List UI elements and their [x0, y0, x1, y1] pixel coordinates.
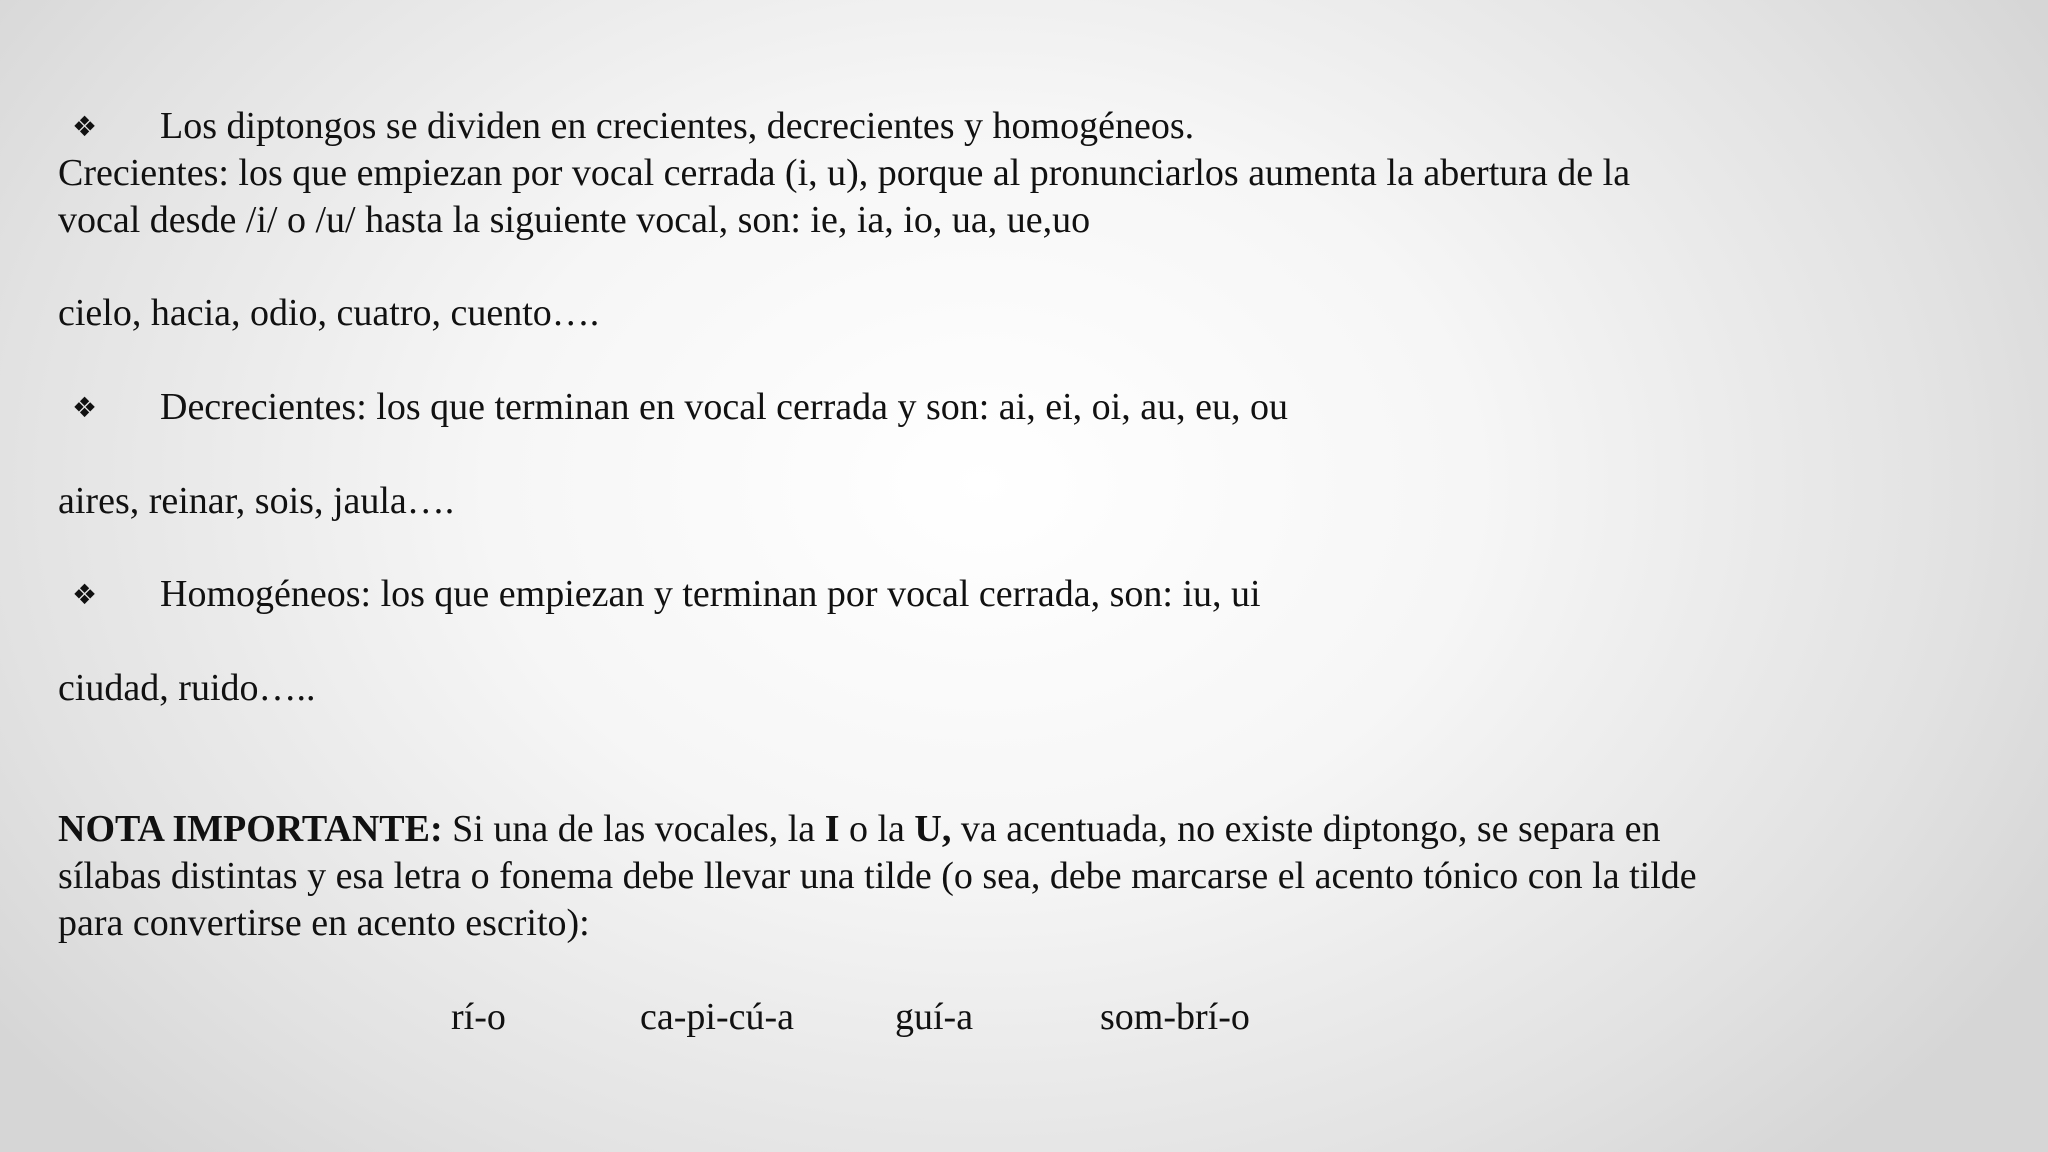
- bullet-intro: [72, 103, 1194, 150]
- bullet-decrecientes: [72, 384, 1288, 431]
- crecientes-line-2: vocal desde /i/ o /u/ hasta la siguiente vocal, son: ie, ia, io, ua, ue,uo: [58, 199, 1091, 241]
- decrecientes-examples: aires, reinar, sois, jaula….: [58, 480, 455, 522]
- diamond-bullet-icon: ❖: [72, 110, 98, 143]
- syllable-example: guí-a: [895, 996, 974, 1038]
- syllable-example: ca-pi-cú-a: [640, 996, 794, 1038]
- bullet-intro-text: Los diptongos se dividen en crecientes, decrecientes y homogéneos.: [160, 105, 1195, 147]
- diamond-bullet-icon: ❖: [72, 391, 98, 424]
- important-note: [58, 806, 2018, 947]
- bullet-homogeneos: [72, 571, 1261, 618]
- crecientes-examples: cielo, hacia, odio, cuatro, cuento….: [58, 292, 600, 334]
- homogeneos-examples: ciudad, ruido…..: [58, 667, 316, 709]
- bullet-decrecientes-text: Decrecientes: los que terminan en vocal cerrada y son: ai, ei, oi, au, eu, ou: [160, 386, 1288, 428]
- note-text-b: o la: [839, 808, 915, 850]
- syllable-example: rí-o: [451, 996, 506, 1038]
- note-line-3: para convertirse en acento escrito):: [58, 902, 590, 944]
- note-text-a: Si una de las vocales, la: [442, 808, 825, 850]
- syllable-example: som-brí-o: [1100, 996, 1250, 1038]
- note-letter-i: I: [824, 808, 840, 850]
- note-line-1: [58, 806, 2018, 853]
- note-label: NOTA IMPORTANTE:: [58, 808, 443, 850]
- bullet-homogeneos-text: Homogéneos: los que empiezan y terminan por vocal cerrada, son: iu, ui: [160, 573, 1261, 615]
- crecientes-line-1: Crecientes: los que empiezan por vocal cerrada (i, u), porque al pronunciarlos aumenta la abertura de la: [58, 152, 1631, 194]
- note-letter-u: U,: [914, 808, 952, 850]
- diamond-bullet-icon: ❖: [72, 578, 98, 611]
- note-line-2: sílabas distintas y esa letra o fonema debe llevar una tilde (o sea, debe marcarse el acento tónico con la tilde: [58, 855, 1697, 897]
- note-text-c: va acentuada, no existe diptongo, se separa en: [951, 808, 1661, 850]
